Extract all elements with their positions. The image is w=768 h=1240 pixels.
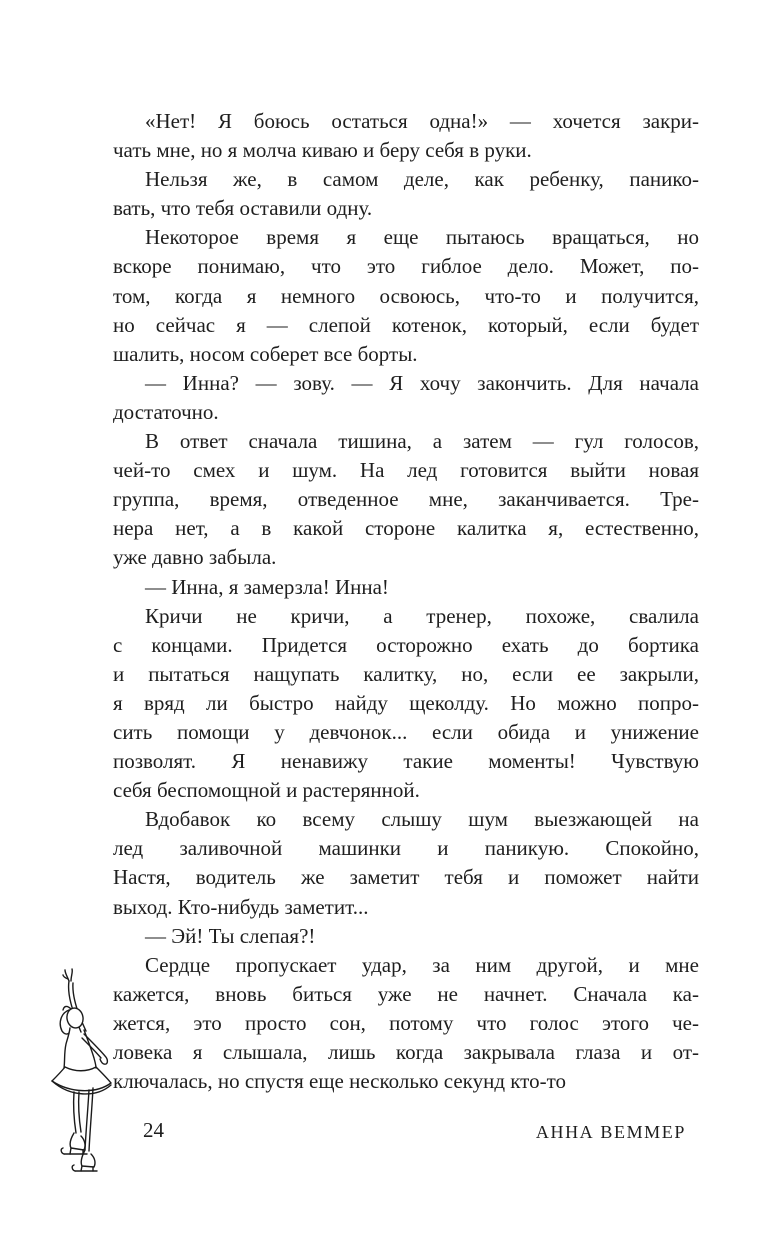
text-line: я вряд ли быстро найду щеколду. Но можно попро- <box>113 690 699 715</box>
paragraph <box>113 165 699 223</box>
page-number: 24 <box>143 1118 164 1142</box>
text-line: кажется, вновь биться уже не начнет. Сначала ка- <box>113 981 699 1006</box>
text-line: том, когда я немного освоюсь, что-то и получится, <box>113 283 699 308</box>
text-line: но сейчас я — слепой котенок, который, если будет <box>113 312 699 337</box>
text-line: Сердце пропускает удар, за ним другой, и мне <box>145 952 699 977</box>
text-line: В ответ сначала тишина, а затем — гул голосов, <box>145 429 699 454</box>
text-line: вать, что тебя оставили одну. <box>113 196 373 221</box>
text-line: чей-то смех и шум. На лед готовится выйти новая <box>113 458 699 483</box>
text-line: лед заливочной машинки и паникую. Спокойно, <box>113 836 699 861</box>
text-line: ключалась, но спустя еще несколько секунд кто-то <box>113 1069 566 1094</box>
text-line: ловека я слышала, лишь когда закрывала глаза и от- <box>113 1040 699 1064</box>
text-line: Некоторое время я еще пытаюсь вращаться, но <box>145 225 699 250</box>
figure-skater-illustration <box>48 968 116 1174</box>
text-line: Настя, водитель же заметит тебя и поможет найти <box>113 865 699 890</box>
paragraph <box>113 602 699 806</box>
text-line: с концами. Придется осторожно ехать до бортика <box>113 632 699 657</box>
paragraph <box>113 369 699 427</box>
text-line: сить помощи у девчонок... если обида и унижение <box>113 719 699 744</box>
paragraph <box>113 805 699 921</box>
text-line: нера нет, а в какой стороне калитка я, естественно, <box>113 516 699 541</box>
text-line: Вдобавок ко всему слышу шум выезжающей на <box>145 807 699 832</box>
text-line: «Нет! Я боюсь остаться одна!» — хочется закри- <box>145 109 699 133</box>
text-line: Нельзя же, в самом деле, как ребенку, панико- <box>145 167 699 192</box>
paragraph <box>113 107 699 165</box>
text-line: — Инна, я замерзла! Инна! <box>145 574 389 599</box>
text-line: и пытаться нащупать калитку, но, если ее закрыли, <box>113 661 699 686</box>
paragraph <box>113 922 699 951</box>
text-line: группа, время, отведенное мне, заканчивается. Тре- <box>113 487 699 512</box>
text-line: себя беспомощной и растерянной. <box>113 778 420 803</box>
author-running-title: АННА ВЕММЕР <box>535 1122 686 1142</box>
text-line: уже давно забыла. <box>113 545 277 570</box>
text-line: жется, это просто сон, потому что голос этого че- <box>113 1010 699 1035</box>
text-line: достаточно. <box>113 399 219 424</box>
paragraph <box>113 223 699 368</box>
paragraph <box>113 427 699 572</box>
text-line: — Эй! Ты слепая?! <box>145 923 316 948</box>
text-line: — Инна? — зову. — Я хочу закончить. Для начала <box>145 370 699 395</box>
body-text <box>113 107 699 1096</box>
paragraph <box>113 951 699 1096</box>
text-line: шалить, носом соберет все борты. <box>113 341 418 366</box>
text-line: вскоре понимаю, что это гиблое дело. Может, по- <box>113 254 699 279</box>
paragraph <box>113 573 699 602</box>
text-line: чать мне, но я молча киваю и беру себя в руки. <box>113 138 532 163</box>
text-line: выход. Кто-нибудь заметит... <box>113 894 369 919</box>
text-line: Кричи не кричи, а тренер, похоже, свалила <box>145 603 699 628</box>
text-line: позволят. Я ненавижу такие моменты! Чувствую <box>113 749 699 774</box>
